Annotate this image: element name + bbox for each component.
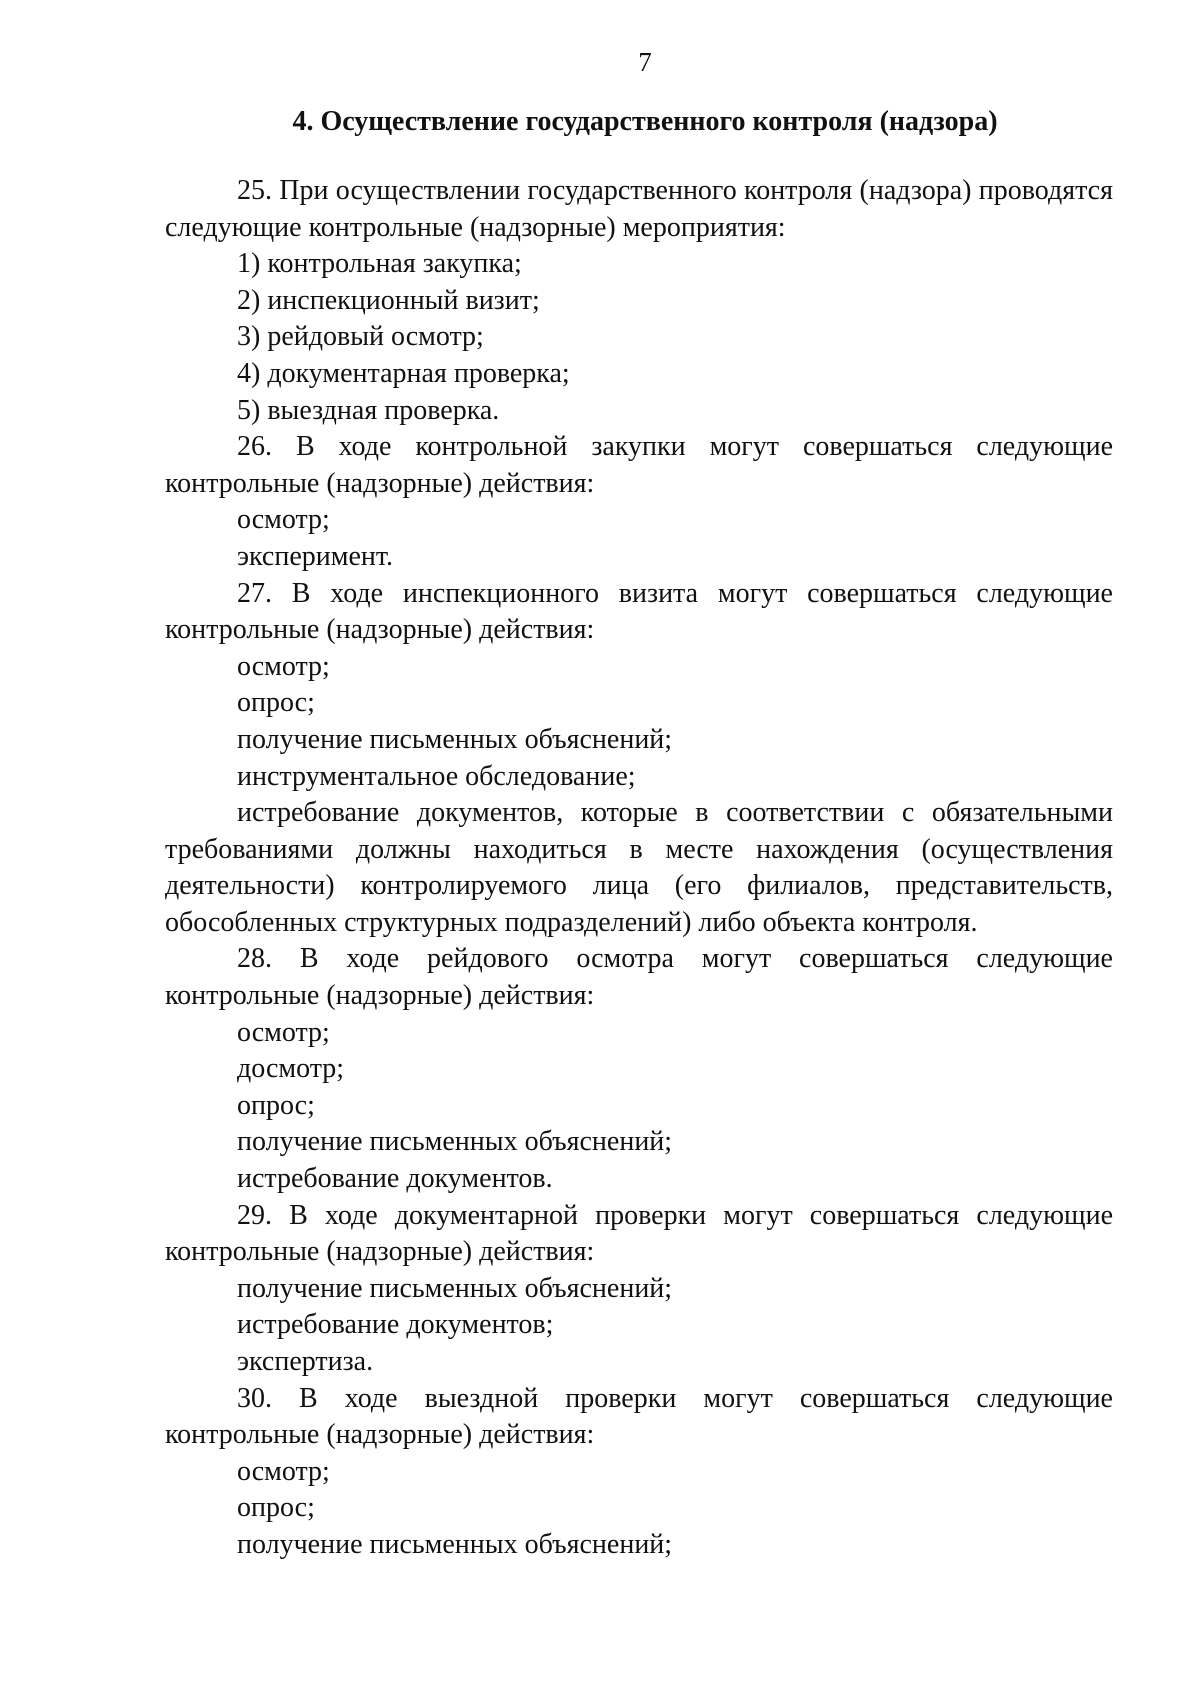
document-body xyxy=(165,173,1113,1564)
list-item: осмотр; xyxy=(237,1455,330,1487)
list-item: экспертиза. xyxy=(237,1346,374,1377)
list-item: досмотр; xyxy=(237,1053,345,1085)
list-item: опрос; xyxy=(237,687,315,719)
list-item: получение письменных объяснений; xyxy=(237,723,673,755)
list-item: получение письменных объяснений; xyxy=(237,1272,673,1304)
paragraph: 27. В ходе инспекционного визита могут совершаться следующие контрольные (надзорные) действия: xyxy=(165,577,1113,646)
list-item: получение письменных объяснений; xyxy=(237,1126,673,1158)
paragraph: 25. При осуществлении государственного контроля (надзора) проводятся следующие контрольные (надзорные) мероприятия: xyxy=(165,175,1113,243)
paragraph: 26. В ходе контрольной закупки могут совершаться следующие контрольные (надзорные) действия: xyxy=(165,431,1113,499)
paragraph: 30. В ходе выездной проверки могут совершаться следующие контрольные (надзорные) действия: xyxy=(165,1382,1113,1451)
list-item: осмотр; xyxy=(237,504,330,536)
list-item: 3) рейдовый осмотр; xyxy=(237,321,484,353)
list-item: 5) выездная проверка. xyxy=(237,394,500,426)
list-item: осмотр; xyxy=(237,650,330,682)
list-item: эксперимент. xyxy=(237,540,394,572)
list-item: 1) контрольная закупка; xyxy=(237,248,522,280)
paragraph: 28. В ходе рейдового осмотра могут совершаться следующие контрольные (надзорные) действия: xyxy=(165,943,1113,1012)
list-item: осмотр; xyxy=(237,1016,330,1048)
paragraph: 29. В ходе документарной проверки могут совершаться следующие контрольные (надзорные) действия: xyxy=(165,1199,1113,1268)
list-item: 4) документарная проверка; xyxy=(237,357,570,389)
list-item: получение письменных объяснений; xyxy=(237,1528,673,1560)
list-item: опрос; xyxy=(237,1492,315,1524)
list-item: истребование документов. xyxy=(237,1163,553,1195)
list-item: инструментальное обследование; xyxy=(237,760,636,792)
list-item: опрос; xyxy=(237,1089,315,1121)
list-item: истребование документов; xyxy=(237,1309,554,1341)
page-number: 7 xyxy=(638,47,652,77)
paragraph: истребование документов, которые в соответствии с обязательными требованиями должны находиться в месте нахождения (осуществления деятельности) контролируемого лица (его филиалов, представительств, обособленных структурных подразделений) либо объекта контроля. xyxy=(165,797,1113,938)
section-title: 4. Осуществление государственного контроля (надзора) xyxy=(292,106,998,137)
list-item: 2) инспекционный визит; xyxy=(237,284,540,316)
